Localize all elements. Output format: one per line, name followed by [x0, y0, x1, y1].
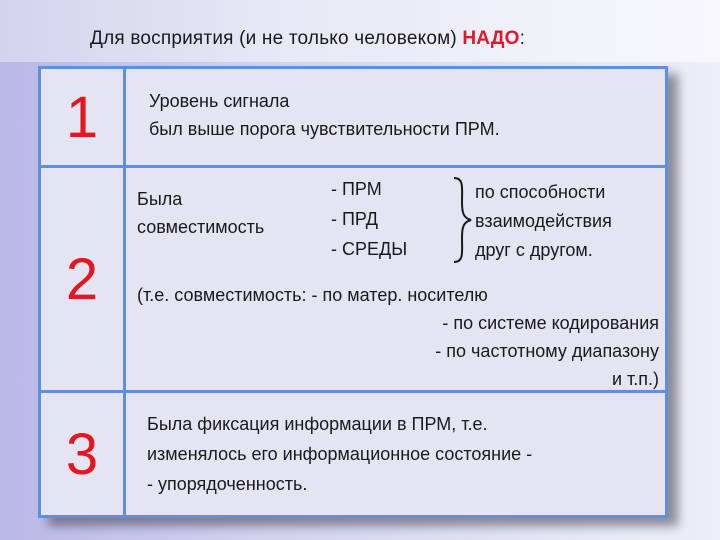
interaction-line: друг с другом.	[475, 240, 593, 260]
row-number: 3	[41, 393, 126, 515]
interaction-line: по способности	[475, 182, 606, 202]
table-row	[41, 69, 665, 168]
compatibility-list	[331, 174, 407, 264]
note-prefix: (т.е. совместимость:	[137, 285, 312, 305]
note-item: - по частотному диапазону	[435, 341, 659, 361]
interaction-text	[475, 178, 612, 265]
row-line: Была фиксация информации в ПРМ, т.е.	[147, 414, 488, 434]
requirements-table	[38, 66, 668, 518]
title-colon: :	[519, 28, 526, 49]
row-line: - упорядоченность.	[147, 474, 308, 494]
list-item: - ПРД	[331, 209, 378, 229]
curly-brace-icon	[449, 174, 475, 266]
table-row	[41, 168, 665, 393]
row-line: был выше порога чувствительности ПРМ.	[149, 119, 500, 139]
list-item: - ПРМ	[331, 179, 382, 199]
compatibility-label	[137, 185, 264, 241]
row-line: Уровень сигнала	[149, 91, 290, 111]
title-accent: НАДО	[462, 28, 520, 49]
row-text	[149, 87, 500, 143]
note-item: и т.п.)	[611, 369, 659, 389]
compatibility-note	[137, 281, 488, 309]
list-item: - СРЕДЫ	[331, 239, 408, 259]
page-title	[90, 28, 525, 50]
note-item: - по системе кодирования	[442, 313, 659, 333]
label-line: Была	[137, 189, 183, 209]
row-text	[147, 409, 532, 499]
note-items	[435, 309, 659, 393]
note-item: - по матер. носителю	[311, 285, 488, 305]
row-number: 2	[41, 168, 126, 390]
row-number: 1	[41, 69, 126, 165]
title-text: Для восприятия (и не только человеком)	[90, 28, 463, 49]
label-line: совместимость	[137, 217, 265, 237]
table-row	[41, 393, 665, 515]
interaction-line: взаимодействия	[475, 211, 612, 231]
row-line: изменялось его информационное состояние -	[147, 444, 533, 464]
